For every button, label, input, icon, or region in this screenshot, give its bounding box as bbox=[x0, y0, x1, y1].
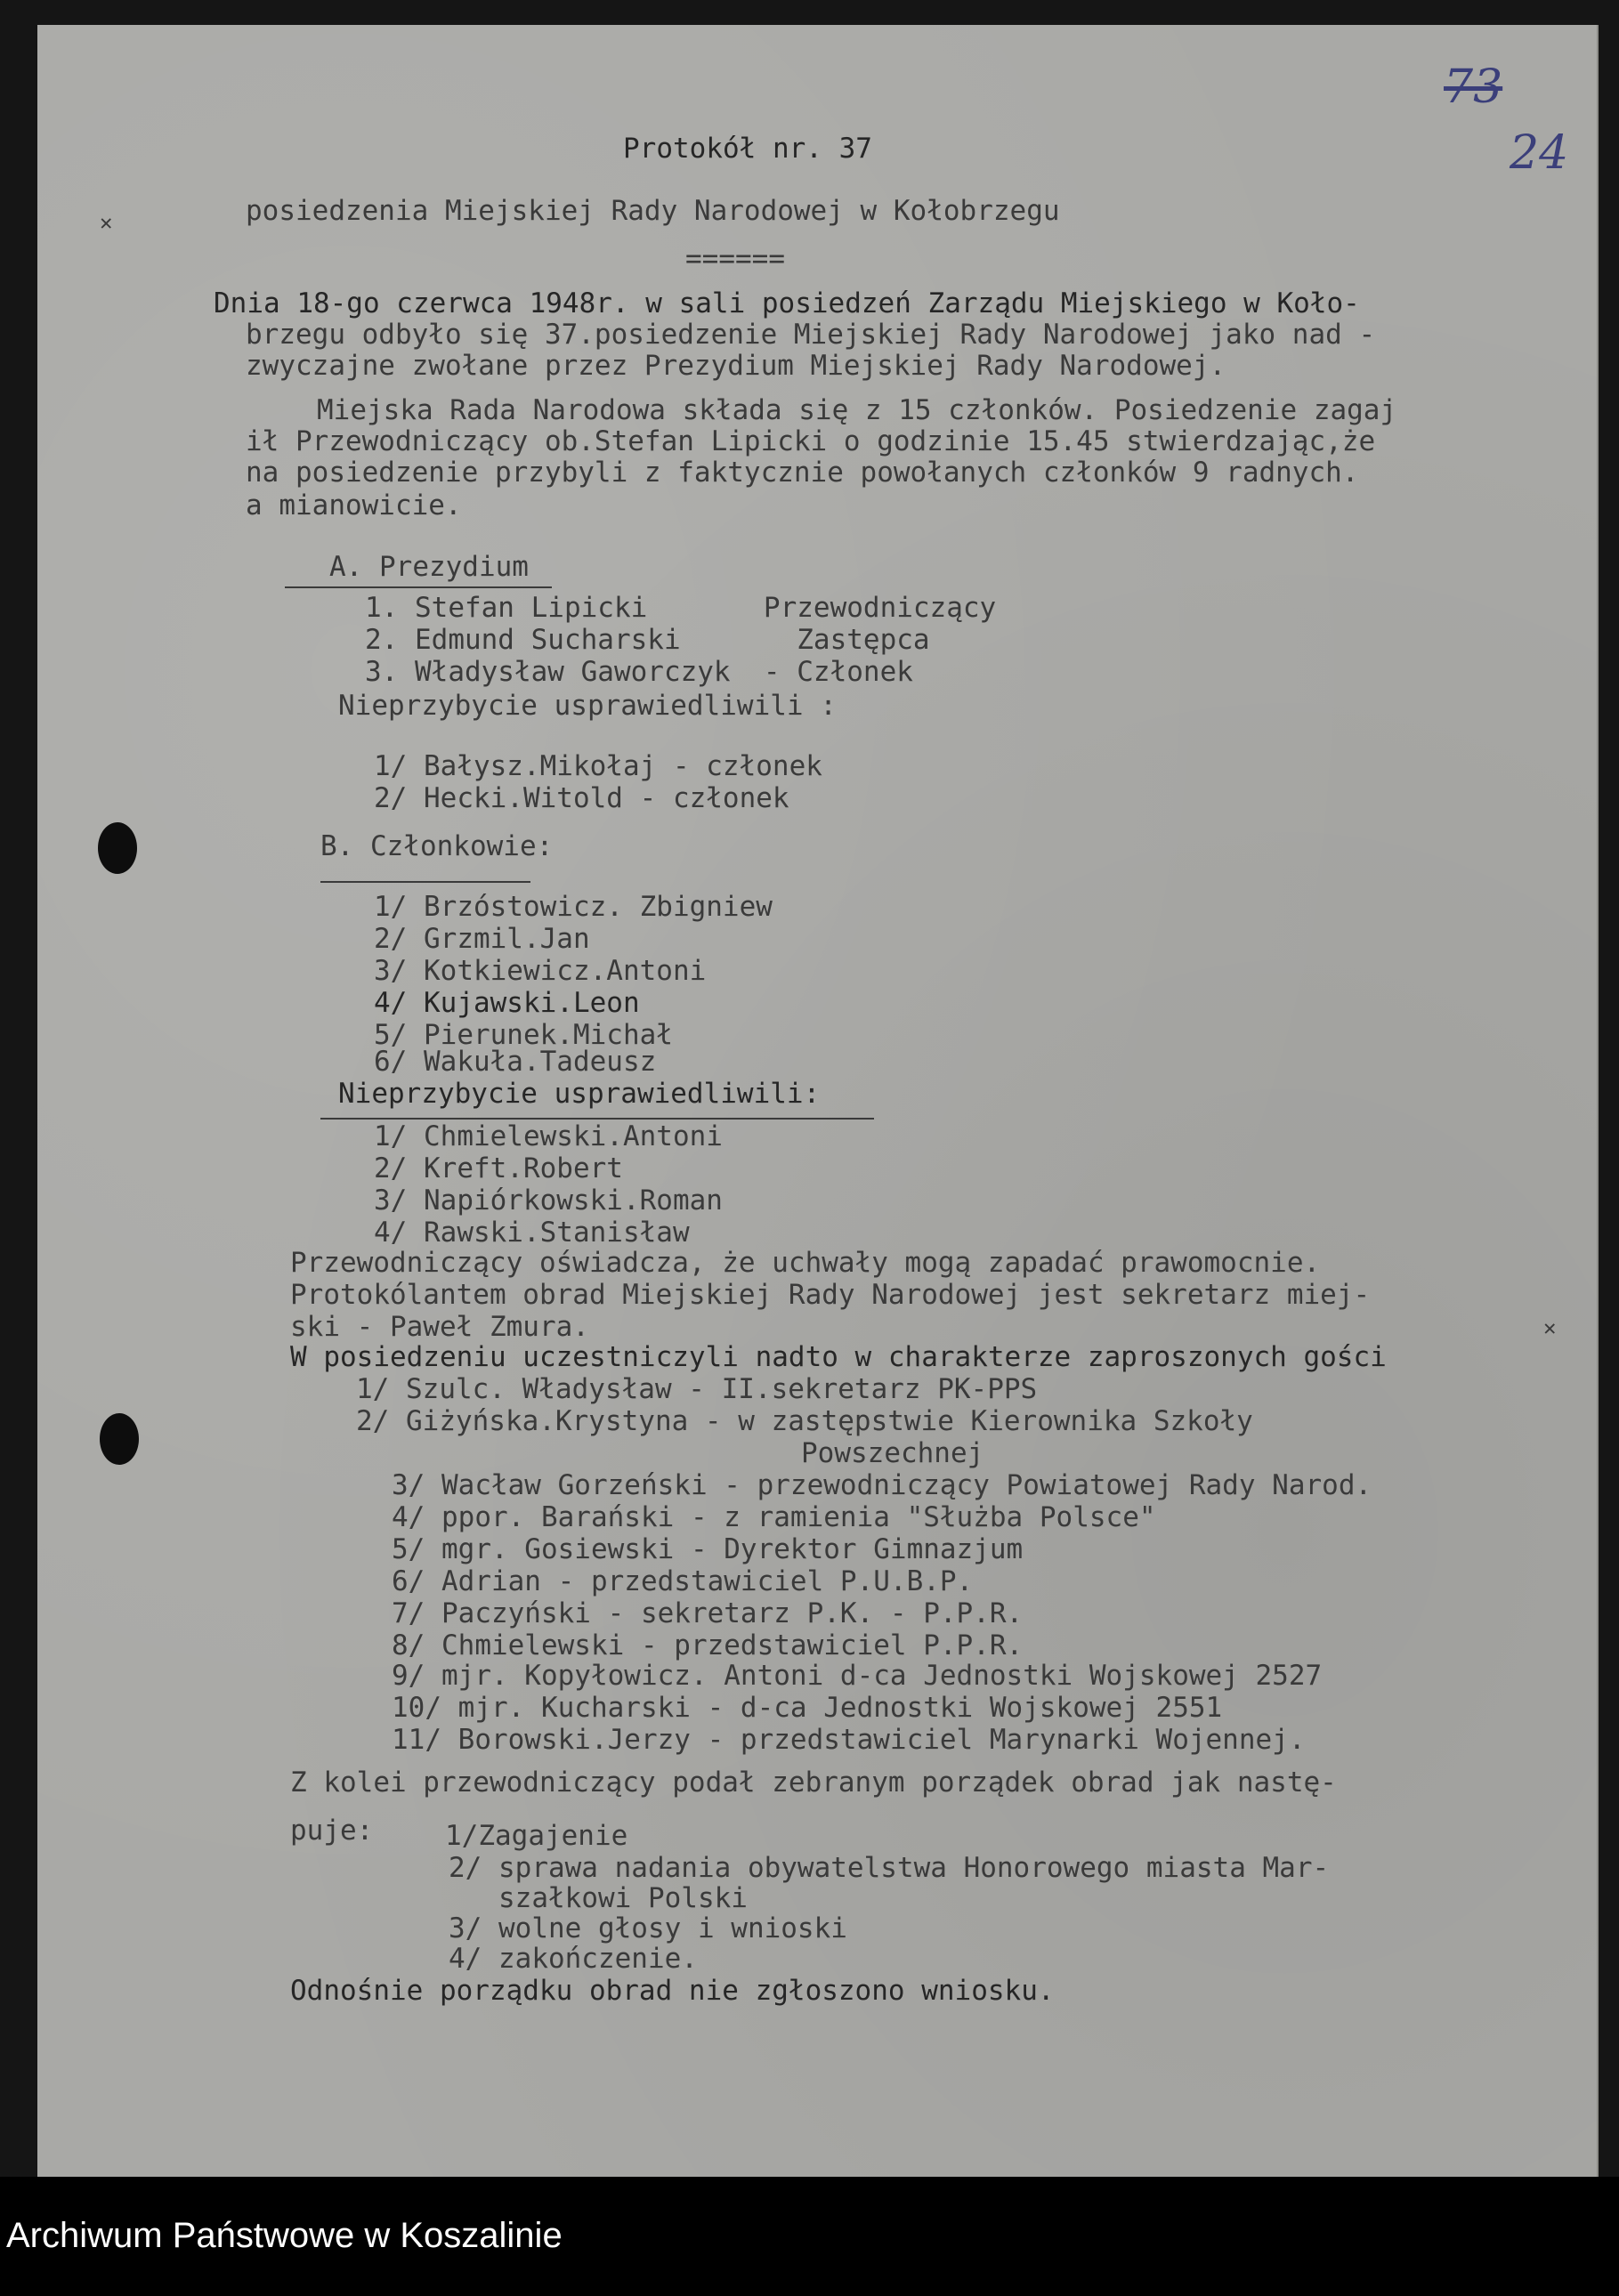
prezydium-item: 2. Edmund Sucharski Zastępca bbox=[365, 624, 930, 656]
document-subtitle: posiedzenia Miejskiej Rady Narodowej w Kołobrzegu bbox=[246, 195, 1060, 227]
quorum-line: ski - Paweł Zmura. bbox=[290, 1311, 589, 1343]
archive-footer bbox=[0, 2177, 1619, 2296]
member-item: 2/ Grzmil.Jan bbox=[374, 923, 590, 955]
absence-heading: Nieprzybycie usprawiedliwili: bbox=[338, 1078, 821, 1110]
title-separator: ====== bbox=[685, 243, 785, 275]
guest-item: 11/ Borowski.Jerzy - przedstawiciel Marynarki Wojennej. bbox=[392, 1724, 1306, 1756]
punch-hole-bottom bbox=[100, 1413, 139, 1465]
agenda-intro-line: puje: bbox=[290, 1815, 374, 1847]
intro-line: Dnia 18-go czerwca 1948r. w sali posiedzeń Zarządu Miejskiego w Koło- bbox=[214, 287, 1360, 319]
prezydium-item: 3. Władysław Gaworczyk - Członek bbox=[365, 656, 913, 688]
quorum-line: W posiedzeniu uczestniczyli nadto w charakterze zaproszonych gości bbox=[290, 1341, 1387, 1373]
absent-item: 4/ Rawski.Stanisław bbox=[374, 1217, 690, 1249]
agenda-item: 2/ sprawa nadania obywatelstwa Honorowego miasta Mar- bbox=[449, 1852, 1330, 1884]
guest-item: 8/ Chmielewski - przedstawiciel P.P.R. bbox=[392, 1629, 1024, 1661]
composition-line: na posiedzenie przybyli z faktycznie powołanych członków 9 radnych. bbox=[246, 457, 1359, 489]
archive-name: Archiwum Państwowe w Koszalinie bbox=[6, 2216, 563, 2255]
guest-item: 10/ mjr. Kucharski - d-ca Jednostki Wojskowej 2551 bbox=[392, 1692, 1223, 1724]
guest-item: 2/ Giżyńska.Krystyna - w zastępstwie Kierownika Szkoły bbox=[356, 1405, 1253, 1437]
agenda-item: 1/Zagajenie bbox=[445, 1820, 628, 1852]
section-heading-prezydium: A. Prezydium bbox=[329, 551, 529, 583]
page-number-crossed: 73 bbox=[1444, 61, 1503, 114]
prezydium-item: 1. Stefan Lipicki Przewodniczący bbox=[365, 592, 997, 624]
agenda-item: 4/ zakończenie. bbox=[449, 1943, 698, 1975]
section-underline bbox=[285, 586, 552, 588]
member-item: 1/ Brzóstowicz. Zbigniew bbox=[374, 891, 773, 923]
document-title: Protokół nr. 37 bbox=[623, 133, 872, 165]
member-item: 5/ Pierunek.Michał bbox=[374, 1019, 673, 1051]
guest-item: 4/ ppor. Barański - z ramienia "Służba Polsce" bbox=[392, 1501, 1156, 1533]
guest-item: 9/ mjr. Kopyłowicz. Antoni d-ca Jednostki Wojskowej 2527 bbox=[392, 1660, 1323, 1692]
section-underline bbox=[320, 881, 530, 883]
margin-mark: ✕ bbox=[1543, 1315, 1557, 1340]
intro-line: brzegu odbyło się 37.posiedzenie Miejskiej Rady Narodowej jako nad - bbox=[246, 319, 1376, 351]
agenda-item-continuation: szałkowi Polski bbox=[498, 1882, 748, 1914]
member-item: 6/ Wakuła.Tadeusz bbox=[374, 1046, 657, 1078]
composition-line: a mianowicie. bbox=[246, 489, 462, 521]
absence-heading: Nieprzybycie usprawiedliwili : bbox=[338, 690, 837, 722]
closing-line: Odnośnie porządku obrad nie zgłoszono wniosku. bbox=[290, 1975, 1055, 2007]
absent-item: 2/ Hecki.Witold - członek bbox=[374, 782, 789, 814]
guest-item: 5/ mgr. Gosiewski - Dyrektor Gimnazjum bbox=[392, 1533, 1024, 1565]
intro-line: zwyczajne zwołane przez Prezydium Miejskiej Rady Narodowej. bbox=[246, 350, 1226, 382]
guest-item: 1/ Szulc. Władysław - II.sekretarz PK-PPS bbox=[356, 1373, 1038, 1405]
member-item: 3/ Kotkiewicz.Antoni bbox=[374, 955, 707, 987]
page-number: 24 bbox=[1510, 126, 1569, 180]
section-heading-members: B. Członkowie: bbox=[320, 830, 554, 862]
absent-item: 1/ Bałysz.Mikołaj - członek bbox=[374, 750, 822, 782]
absent-item: 3/ Napiórkowski.Roman bbox=[374, 1184, 723, 1217]
agenda-intro-line: Z kolei przewodniczący podał zebranym porządek obrad jak nastę- bbox=[290, 1766, 1337, 1799]
composition-line: ił Przewodniczący ob.Stefan Lipicki o godzinie 15.45 stwierdzając,że bbox=[246, 425, 1376, 457]
quorum-line: Przewodniczący oświadcza, że uchwały mogą zapadać prawomocnie. bbox=[290, 1247, 1321, 1279]
guest-item: 7/ Paczyński - sekretarz P.K. - P.P.R. bbox=[392, 1597, 1024, 1629]
guest-item: 3/ Wacław Gorzeński - przewodniczący Powiatowej Rady Narod. bbox=[392, 1469, 1372, 1501]
member-item: 4/ Kujawski.Leon bbox=[374, 987, 640, 1019]
guest-item: 6/ Adrian - przedstawiciel P.U.B.P. bbox=[392, 1565, 974, 1597]
absent-item: 2/ Kreft.Robert bbox=[374, 1152, 623, 1184]
absent-item: 1/ Chmielewski.Antoni bbox=[374, 1120, 723, 1152]
punch-hole-top bbox=[98, 822, 137, 874]
guest-item-continuation: Powszechnej bbox=[801, 1437, 984, 1469]
composition-line: Miejska Rada Narodowa składa się z 15 członków. Posiedzenie zagaj bbox=[317, 394, 1397, 426]
section-underline bbox=[320, 1118, 874, 1120]
quorum-line: Protokólantem obrad Miejskiej Rady Narodowej jest sekretarz miej- bbox=[290, 1279, 1371, 1311]
agenda-item: 3/ wolne głosy i wnioski bbox=[449, 1912, 847, 1944]
margin-mark: ✕ bbox=[100, 210, 113, 235]
